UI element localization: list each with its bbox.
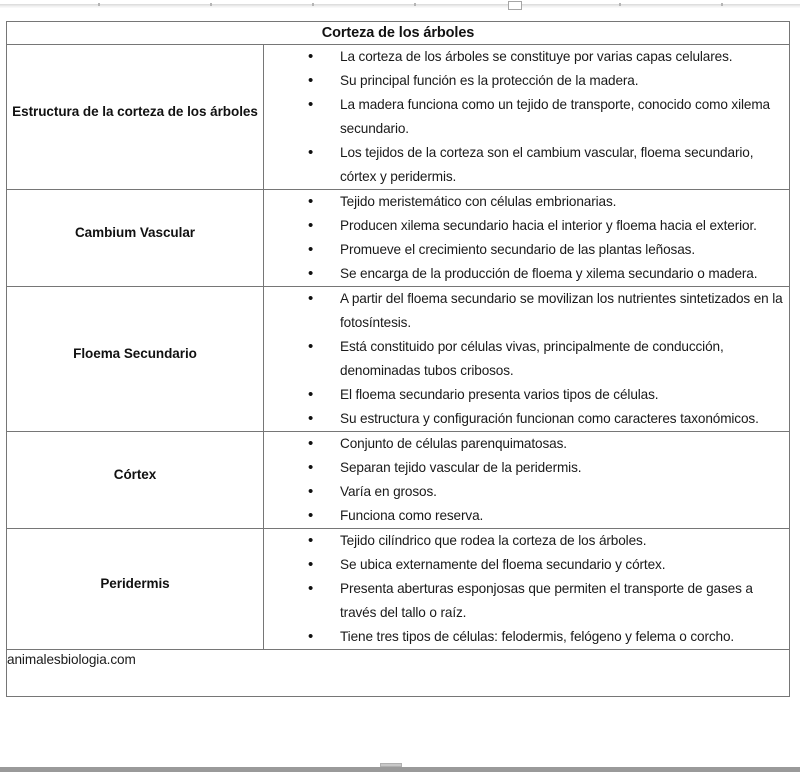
table-title-cell xyxy=(7,22,790,45)
table-header-row xyxy=(7,22,790,45)
table-row xyxy=(7,432,790,529)
document-page xyxy=(0,12,800,762)
bullet-item: • Se encarga de la producción de floema y xilema secundario o madera. xyxy=(308,262,789,286)
horizontal-scrollbar[interactable] xyxy=(0,762,800,774)
table-body xyxy=(7,22,790,697)
row-bullets-cell xyxy=(264,432,790,529)
bullet-list xyxy=(264,45,789,189)
bullet-item: • Tejido meristemático con células embrionarias. xyxy=(308,190,789,214)
ruler-tick-1 xyxy=(210,3,212,6)
ruler-tick-2 xyxy=(312,3,314,6)
table-footer-cell xyxy=(7,650,790,697)
row-label-cell xyxy=(7,45,264,190)
bullet-item: • Tiene tres tipos de células: felodermis, felógeno y felema o corcho. xyxy=(308,625,789,649)
ruler-tick-5 xyxy=(619,3,621,6)
ruler-tick-6 xyxy=(721,3,723,6)
row-bullets-cell xyxy=(264,287,790,432)
scrollbar-track[interactable] xyxy=(0,767,800,772)
bullet-item: • El floema secundario presenta varios tipos de células. xyxy=(308,383,789,407)
bullet-item: • Conjunto de células parenquimatosas. xyxy=(308,432,789,456)
bullet-item: • A partir del floema secundario se movilizan los nutrientes sintetizados en la fotosíntesis. xyxy=(308,287,789,335)
bullet-list xyxy=(264,432,789,528)
row-label: Estructura de la corteza de los árboles xyxy=(12,104,258,119)
bark-structure-table xyxy=(6,21,790,697)
bullet-list xyxy=(264,190,789,286)
table-title: Corteza de los árboles xyxy=(321,25,475,41)
table-row xyxy=(7,529,790,650)
bullet-list xyxy=(264,529,789,649)
bullet-item: • La corteza de los árboles se constituye por varias capas celulares. xyxy=(308,45,789,69)
ruler-tick-3 xyxy=(414,3,416,6)
row-bullets-cell xyxy=(264,45,790,190)
row-label: Cambium Vascular xyxy=(74,225,195,240)
bullet-item: • Varía en grosos. xyxy=(308,480,789,504)
table-row xyxy=(7,287,790,432)
bullet-item: • Funciona como reserva. xyxy=(308,504,789,528)
bullet-item: • Está constituido por células vivas, principalmente de conducción, denominadas tubos cribosos. xyxy=(308,335,789,383)
ruler-track xyxy=(0,4,800,8)
ruler-tick-0 xyxy=(98,3,100,6)
row-label-cell xyxy=(7,287,264,432)
row-bullets-cell xyxy=(264,529,790,650)
row-label: Córtex xyxy=(113,467,157,482)
table-row xyxy=(7,45,790,190)
row-bullets-cell xyxy=(264,190,790,287)
bullet-item: • Se ubica externamente del floema secundario y córtex. xyxy=(308,553,789,577)
bullet-item: • La madera funciona como un tejido de transporte, conocido como xilema secundario. xyxy=(308,93,789,141)
bullet-item: • Promueve el crecimiento secundario de las plantas leñosas. xyxy=(308,238,789,262)
row-label: Floema Secundario xyxy=(73,346,197,361)
bullet-item: • Su principal función es la protección de la madera. xyxy=(308,69,789,93)
bullet-item: • Tejido cilíndrico que rodea la corteza de los árboles. xyxy=(308,529,789,553)
bullet-item: • Su estructura y configuración funcionan como caracteres taxonómicos. xyxy=(308,407,789,431)
bullet-item: • Producen xilema secundario hacia el interior y floema hacia el exterior. xyxy=(308,214,789,238)
bullet-item: • Los tejidos de la corteza son el cambium vascular, floema secundario, córtex y peridermis. xyxy=(308,141,789,189)
row-label: Peridermis xyxy=(100,576,170,591)
row-label-cell xyxy=(7,190,264,287)
bullet-list xyxy=(264,287,789,431)
source-attribution: animalesbiologia.com xyxy=(7,652,136,667)
row-label-cell xyxy=(7,529,264,650)
table-footer-row xyxy=(7,650,790,697)
bullet-item: • Presenta aberturas esponjosas que permiten el transporte de gases a través del tallo o raíz. xyxy=(308,577,789,625)
bullet-item: • Separan tejido vascular de la peridermis. xyxy=(308,456,789,480)
ruler-indent-marker[interactable] xyxy=(508,1,522,10)
row-label-cell xyxy=(7,432,264,529)
table-row xyxy=(7,190,790,287)
